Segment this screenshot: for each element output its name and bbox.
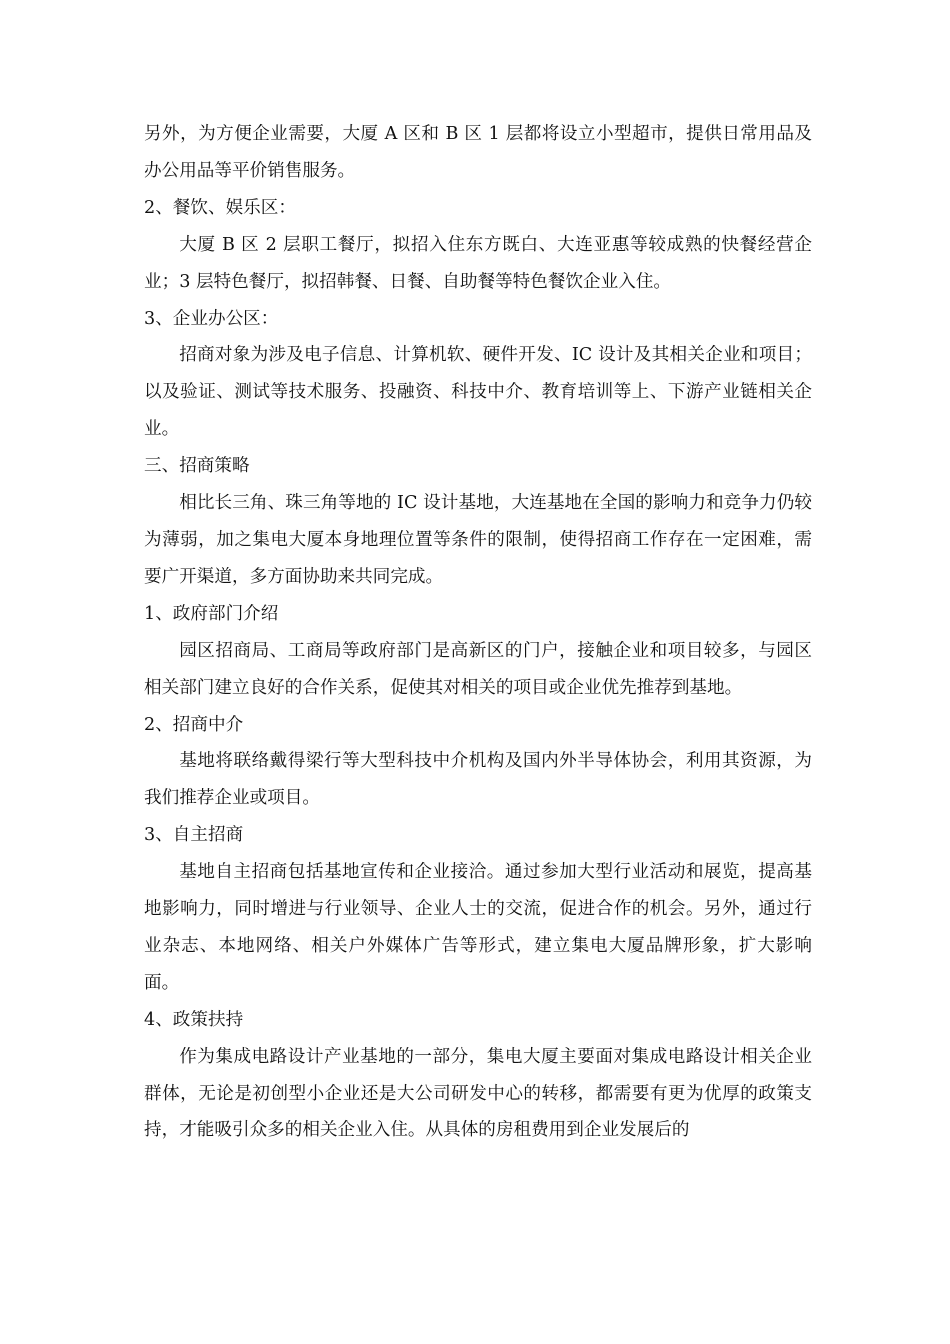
paragraph-self-investment: 基地自主招商包括基地宣传和企业接洽。通过参加大型行业活动和展览，提高基地影响力，同时增进与行业领导、企业人士的交流，促进合作的机会。另外，通过行业杂志、本地网络、相关户外媒体广告等形式，建立集电大厦品牌形象，扩大影响面。 [144,862,812,993]
document-body [144,116,812,1149]
paragraph-strategy-intro: 相比长三角、珠三角等地的 IC 设计基地，大连基地在全国的影响力和竞争力仍较为薄弱，加之集电大厦本身地理位置等条件的限制，使得招商工作存在一定困难，需要广开渠道，多方面协助来共同完成。 [144,493,812,587]
paragraph-dining: 大厦 B 区 2 层职工餐厅，拟招入住东方既白、大连亚惠等较成熟的快餐经营企业；3 层特色餐厅，拟招韩餐、日餐、自助餐等特色餐饮企业入住。 [144,234,812,292]
paragraph-policy-support: 作为集成电路设计产业基地的一部分，集电大厦主要面对集成电路设计相关企业群体，无论是初创型小企业还是大公司研发中心的转移，都需要有更为优厚的政策支持，才能吸引众多的相关企业入住。从具体的房租费用到企业发展后的 [144,1046,812,1141]
heading-policy-support: 4、政策扶持 [144,1009,244,1030]
paragraph-government: 园区招商局、工商局等政府部门是高新区的门户，接触企业和项目较多，与园区相关部门建立良好的合作关系，促使其对相关的项目或企业优先推荐到基地。 [144,640,812,698]
heading-agency: 2、招商中介 [144,714,244,735]
heading-dining-entertainment: 2、餐饮、娱乐区： [144,197,296,218]
heading-investment-strategy: 三、招商策略 [144,456,250,477]
heading-office-area: 3、企业办公区： [144,308,279,329]
paragraph-agency: 基地将联络戴得梁行等大型科技中介机构及国内外半导体协会，利用其资源，为我们推荐企业或项目。 [144,751,812,809]
heading-self-investment: 3、自主招商 [144,825,244,846]
paragraph-office-targets: 招商对象为涉及电子信息、计算机软、硬件开发、IC 设计及其相关企业和项目；以及验证、测试等技术服务、投融资、科技中介、教育培训等上、下游产业链相关企业。 [144,345,812,440]
paragraph-supermarket: 另外，为方便企业需要，大厦 A 区和 B 区 1 层都将设立小型超市，提供日常用品及办公用品等平价销售服务。 [144,124,812,181]
heading-government: 1、政府部门介绍 [144,603,279,624]
